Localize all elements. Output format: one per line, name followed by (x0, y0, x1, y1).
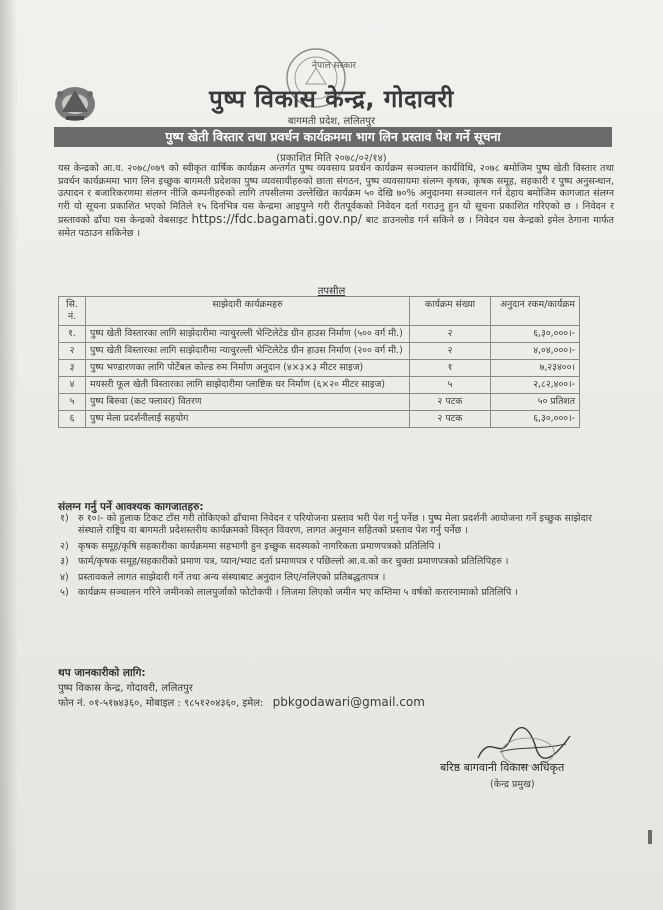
table-header-row (59, 297, 580, 326)
contact-phone-line (58, 695, 425, 709)
contact-office: पुष्प विकास केन्द्र, गोदावरी, ललितपुर (58, 683, 193, 694)
row-grant: ६,३०,०००।- (491, 326, 580, 343)
item-number: ४) (60, 571, 69, 583)
item-number: ५) (60, 587, 69, 599)
row-grant: ५० प्रतिशत (491, 394, 580, 411)
row-grant: ७,२३४००। (491, 360, 580, 377)
row-program: पुष्प खेती विस्तारका लागि साझेदारीमा न्याचुरल्ली भेन्टिलेटेड ग्रीन हाउस निर्माण (५०० वर्ग मी.) (86, 326, 410, 343)
list-item (58, 587, 614, 599)
row-count: २ (410, 343, 491, 360)
table-row (59, 394, 580, 411)
row-count: २ पटक (410, 394, 491, 411)
row-sn: ५ (59, 394, 86, 411)
row-program: पुष्प बिरुवा (कट फ्लावर) वितरण (86, 394, 410, 411)
item-text: कृषक समूह/कृषि सहकारीका कार्यक्रममा सहभागी हुन इच्छुक सदस्यको नागरिकता प्रमाणपत्रको प्रतिलिपि । (78, 540, 441, 552)
item-text: फार्म/कृषक समूह/सहकारीको प्रमाण पत्र, प्यान/भ्याट दर्ता प्रमाणपत्र र पछिल्लो आ.व.को कर चुक्ता प्रमाणपत्रको प्रतिलिपिहरु । (78, 556, 509, 568)
list-item (58, 556, 614, 568)
signatory-title: बरिष्ठ बागवानी विकास अधिकृत (440, 761, 565, 774)
table-row (59, 377, 580, 394)
signatory-office: (केन्द्र प्रमुख) (490, 779, 535, 790)
row-sn: ३ (59, 360, 86, 377)
intro-tail: बाट डाउनलोड गर्न सकिने छ । निवेदन यस केन्द्रको इमेल ठेगाना मार्फत समेत पठाउन सकिनेछ । (58, 215, 614, 239)
program-table (58, 296, 580, 428)
row-grant: ४,०४,०००।- (491, 343, 580, 360)
item-text: प्रस्तावकले लागत साझेदारी गर्ने तथा अन्य संस्थाबाट अनुदान लिए/नलिएको प्रतिबद्धतापत्र । (78, 571, 386, 583)
email-link[interactable]: pbkgodawari@gmail.com (272, 695, 425, 709)
office-title: पुष्प विकास केन्द्र, गोदावरी (209, 85, 454, 113)
row-program: मयसरी फूल खेती विस्तारका लागि साझेदारीमा प्लाष्टिक घर निर्माण (६×२० मीटर साइज) (86, 377, 410, 394)
publication-date: (प्रकाशित मिति २०७८/०२/१४) (276, 153, 387, 164)
table-row (59, 360, 580, 377)
list-item (58, 541, 614, 553)
government-line: नेपाल सरकार (312, 61, 357, 71)
row-sn: ४ (59, 377, 86, 394)
row-program: पुष्प मेला प्रदर्शनीलाई सहयोग (86, 411, 410, 428)
item-number: १) (60, 513, 69, 524)
row-count: २ (410, 326, 491, 343)
item-number: ३) (60, 556, 69, 568)
header-sn: सि. नं. (59, 297, 86, 326)
row-sn: २ (59, 343, 86, 360)
intro-paragraph (58, 163, 614, 241)
row-sn: ६ (59, 411, 86, 428)
province-line: बागमती प्रदेश, ललितपुर (287, 116, 376, 127)
table-row (59, 343, 580, 360)
header-program: साझेदारी कार्यक्रमहरु (86, 297, 410, 326)
list-item (58, 572, 614, 584)
website-link[interactable]: https://fdc.bagamati.gov.np/ (191, 212, 362, 227)
scan-edge-shadow (0, 0, 18, 910)
row-count: १ (410, 360, 491, 377)
item-text: रु १०।- को हुलाक टिकट टाँस गरी तोकिएको ढाँचामा निवेदन र परियोजना प्रस्ताव भरी पेश गर्नु पर्नेछ । पुष्प मेला प्रदर्शनी आयोजना गर्ने इच्छुक साझेदार संस्थाले राष्ट्रिय वा बागमती प्रदेशस्तरीय कार्यक्रमको विस्तृत विवरण, लागत अनुमान सहितको प्रस्ताव पेश गर्नु पर्नेछ । (78, 513, 592, 537)
table-row (59, 326, 580, 343)
row-sn: १. (59, 326, 86, 343)
item-text: कार्यक्रम सञ्चालन गरिने जमीनको लालपुर्जाको फोटोकपी । लिजमा लिएको जमीन भए कम्तिमा ५ वर्षको करारनामाको प्रतिलिपि । (78, 587, 518, 599)
requirements-heading: संलग्न गर्नु पर्ने आवश्यक कागजातहरु: (58, 501, 204, 513)
item-number: २) (60, 540, 69, 552)
row-program: पुष्प भण्डारणका लागि पोर्टेबल कोल्ड रुम निर्माण अनुदान (४×३×३ मीटर साइज) (86, 360, 410, 377)
contact-heading: थप जानकारीको लागि: (58, 667, 146, 679)
row-grant: २,८२,४००।- (491, 377, 580, 394)
row-grant: ६,३०,०००।- (491, 411, 580, 428)
scan-mark (648, 830, 652, 844)
row-count: ५ (410, 377, 491, 394)
notice-title-banner: पुष्प खेती विस्तार तथा प्रवर्धन कार्यक्रममा भाग लिन प्रस्ताव पेश गर्ने सूचना (54, 127, 612, 147)
requirements-list (58, 513, 614, 602)
row-program: पुष्प खेती विस्तारका लागि साझेदारीमा न्याचुरल्ली भेन्टिलेटेड ग्रीन हाउस निर्माण (२०० वर्ग मी.) (86, 343, 410, 360)
header-count: कार्यक्रम संख्या (410, 297, 491, 326)
schedule-label: तपसील (317, 286, 346, 297)
header-grant: अनुदान रकम/कार्यक्रम (491, 297, 580, 326)
intro-text: यस केन्द्रको आ.व. २०७८/०७९ को स्वीकृत वार्षिक कार्यक्रम अन्तर्गत पुष्प व्यवसाय प्रवर्धन कार्यक्रम सञ्चालन कार्यविधि, २०७८ बमोजिम पुष्प खेती विस्तार तथा प्रवर्धन कार्यक्रममा भाग लिन इच्छुक बागमती प्रदेशका पुष्प व्यवसायीहरुको छाता संगठन, पुष्प व्यवसायमा संलग्न कृषक, कृषक समूह, सहकारी र पुष्प अनुसन्धान, उत्पादन र बजारिकरणमा संलग्न नीजि कम्पनीहरुको लागि तपसीलमा उल्लेखित कार्यक्रम ५० देखि ७०% अनुदानमा सञ्चालन गर्न देहाय बमोजिम कागजात संलग्न गरी यो सूचना प्रकाशित भएको मितिले १५ दिनभित्र यस केन्द्रमा आइपुग्ने गरी रीतपूर्वकको निवेदन दर्ता गराउनु हुन यो सूचना प्रकाशित गरिएको छ । निवेदन र प्रस्तावको ढाँचा यस केन्द्रको वेबसाइट (58, 163, 614, 227)
row-count: २ पटक (410, 411, 491, 428)
phone-text: फोन नं. ०१-५१७४३६०, मोबाइल : ९८५१२०४३६०, इमेल: (58, 698, 264, 709)
table-row (59, 411, 580, 428)
list-item (58, 513, 614, 538)
